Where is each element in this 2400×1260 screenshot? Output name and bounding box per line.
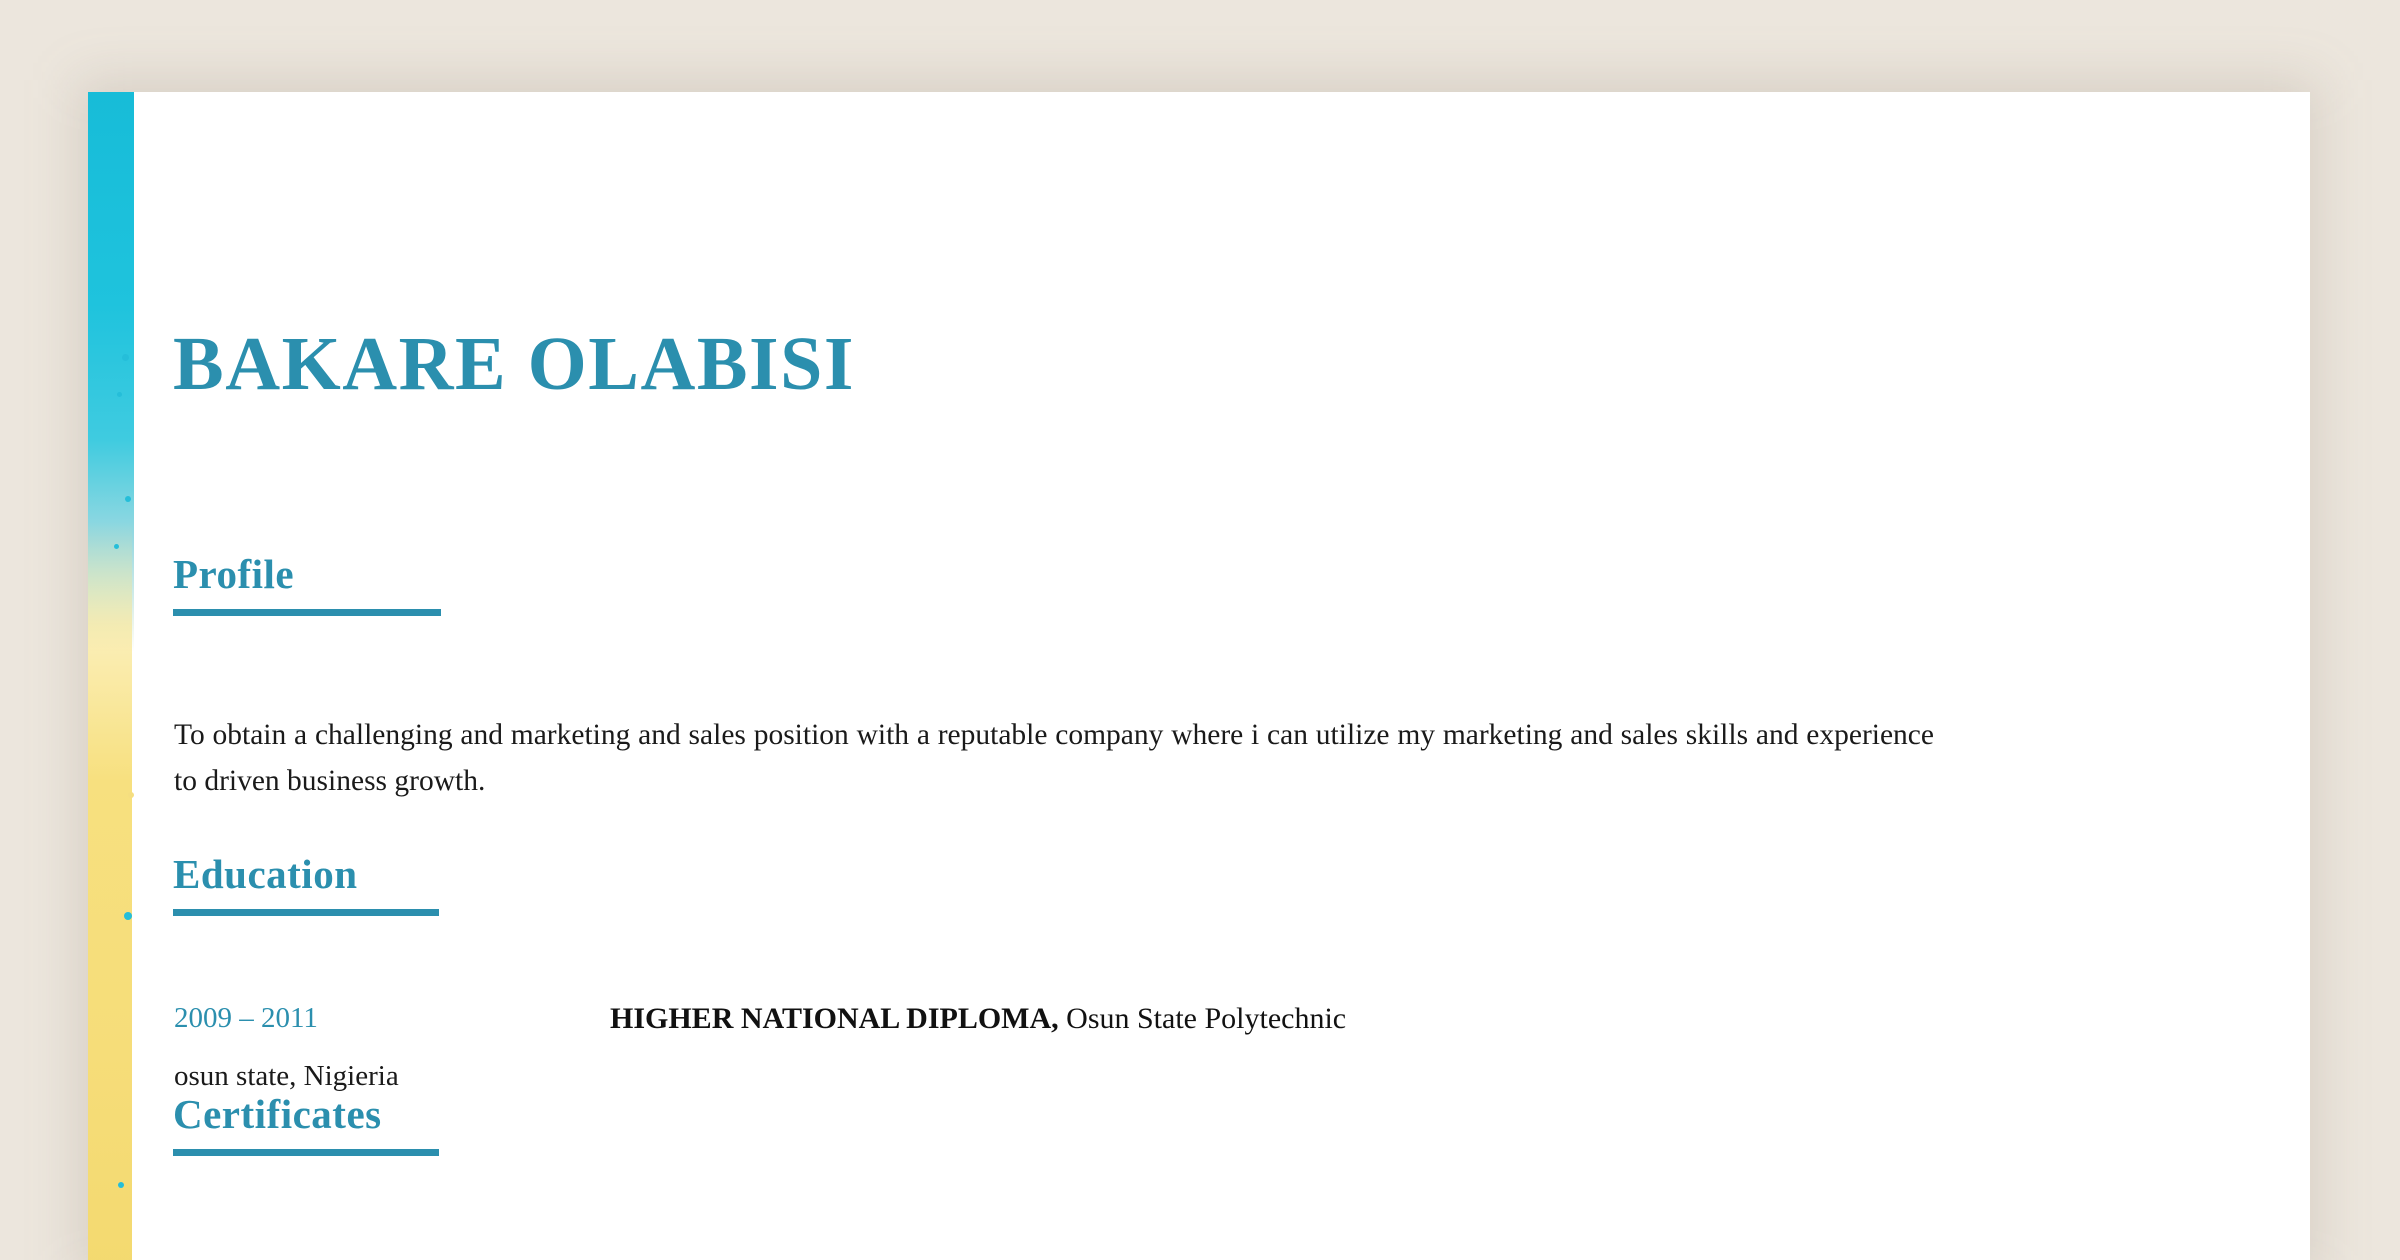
section-heading-profile: Profile bbox=[173, 551, 295, 597]
education-dates: 2009 – 2011 bbox=[174, 1002, 318, 1034]
education-location: osun state, Nigieria bbox=[174, 1060, 399, 1092]
paint-speck-icon bbox=[117, 392, 122, 397]
section-profile bbox=[173, 552, 1963, 616]
paint-speck-icon bbox=[122, 354, 129, 361]
profile-body-text: To obtain a challenging and marketing and sales position with a reputable company where i can utilize my marketing and sales skills and experience to driven business growth. bbox=[174, 718, 1934, 798]
education-degree: HIGHER NATIONAL DIPLOMA, bbox=[610, 1002, 1059, 1035]
paint-speck-icon bbox=[128, 792, 134, 798]
section-divider bbox=[173, 609, 441, 616]
paint-speck-icon bbox=[114, 544, 119, 549]
section-divider bbox=[173, 1149, 439, 1156]
yellow-paint-swatch bbox=[88, 522, 132, 1260]
education-detail bbox=[610, 1002, 1346, 1036]
section-divider bbox=[173, 909, 439, 916]
paint-speck-icon bbox=[124, 912, 132, 920]
section-education bbox=[173, 852, 1963, 916]
resume-page bbox=[88, 92, 2310, 1260]
page-title: BAKARE OLABISI bbox=[173, 321, 855, 406]
decorative-paint-stripe bbox=[88, 92, 136, 1260]
paint-speck-icon bbox=[125, 496, 131, 502]
paint-speck-icon bbox=[118, 1182, 124, 1188]
section-heading-certificates: Certificates bbox=[173, 1091, 382, 1137]
section-heading-education: Education bbox=[173, 851, 358, 897]
education-institution: Osun State Polytechnic bbox=[1066, 1002, 1347, 1035]
section-certificates bbox=[173, 1092, 1963, 1156]
